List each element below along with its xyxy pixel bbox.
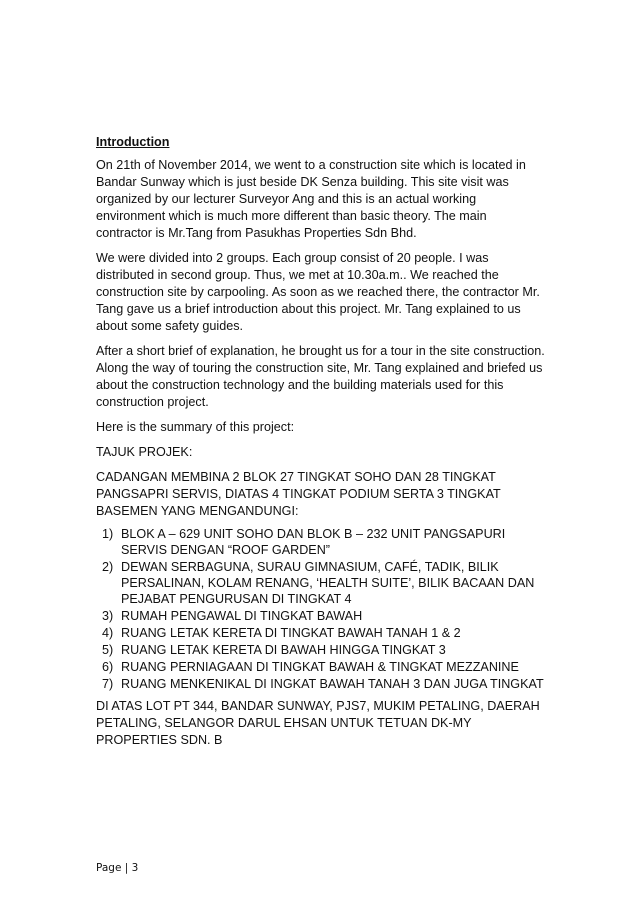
project-location: DI ATAS LOT PT 344, BANDAR SUNWAY, PJS7, MUKIM PETALING, DAERAH PETALING, SELANGOR DARUL EHSAN UNTUK TETUAN DK-MY PROPERTIES SDN. B [96,699,540,747]
project-title: CADANGAN MEMBINA 2 BLOK 27 TINGKAT SOHO DAN 28 TINGKAT PANGSAPRI SERVIS, DIATAS 4 TINGKAT PODIUM SERTA 3 TINGKAT BASEMEN YANG MENGANDUNGI: [96,470,501,518]
list-item [96,659,546,675]
list-item-number: 3) [102,609,114,623]
list-item-number: 4) [102,626,114,640]
list-item-number: 5) [102,643,114,657]
list-item-number: 2) [102,560,114,574]
list-item-text: RUANG PERNIAGAAN DI TINGKAT BAWAH & TINGKAT MEZZANINE [121,660,519,674]
list-item-text: BLOK A – 629 UNIT SOHO DAN BLOK B – 232 UNIT PANGSAPURI SERVIS DENGAN “ROOF GARDEN” [121,527,506,557]
list-item-number: 6) [102,660,114,674]
list-item [96,559,546,607]
paragraph-site-visit: On 21th of November 2014, we went to a construction site which is located in Bandar Sunway which is just beside DK Senza building. This site visit was organized by our lecturer Surveyor Ang and this is an actual working environment which is much more different than basic theory. The main contractor is Mr.Tang from Pasukhas Properties Sdn Bhd. [96,158,526,240]
paragraph-groups: We were divided into 2 groups. Each group consist of 20 people. I was distributed in second group. Thus, we met at 10.30a.m.. We reached the construction site by carpooling. As soon as we reached there, the contractor Mr. Tang gave us a brief introduction about this project. Mr. Tang explained to us about some safety guides. [96,251,540,333]
list-item [96,608,546,624]
paragraph-summary-intro: Here is the summary of this project: [96,420,295,434]
page-number-footer: Page | 3 [96,862,139,874]
list-item-text: RUMAH PENGAWAL DI TINGKAT BAWAH [121,609,363,623]
list-item-text: DEWAN SERBAGUNA, SURAU GIMNASIUM, CAFÉ, TADIK, BILIK PERSALINAN, KOLAM RENANG, ‘HEALTH SUITE’, BILIK BACAAN DAN PEJABAT PENGURUSAN DI TINGKAT 4 [121,560,535,606]
list-item-text: RUANG LETAK KERETA DI TINGKAT BAWAH TANAH 1 & 2 [121,626,461,640]
section-heading: Introduction [96,135,170,149]
list-item [96,526,546,558]
list-item [96,642,546,658]
page-body [96,134,546,757]
list-item-number: 1) [102,527,114,541]
list-item [96,625,546,641]
list-item-number: 7) [102,677,114,691]
list-item [96,676,546,692]
paragraph-tour: After a short brief of explanation, he brought us for a tour in the site construction. Along the way of touring the construction site, Mr. Tang explained and briefed us about the construction technology and the building materials used for this construction project. [96,344,545,409]
list-item-text: RUANG MENKENIKAL DI INGKAT BAWAH TANAH 3 DAN JUGA TINGKAT [121,677,544,691]
list-item-text: RUANG LETAK KERETA DI BAWAH HINGGA TINGKAT 3 [121,643,446,657]
project-label: TAJUK PROJEK: [96,445,193,459]
project-component-list [96,526,546,692]
